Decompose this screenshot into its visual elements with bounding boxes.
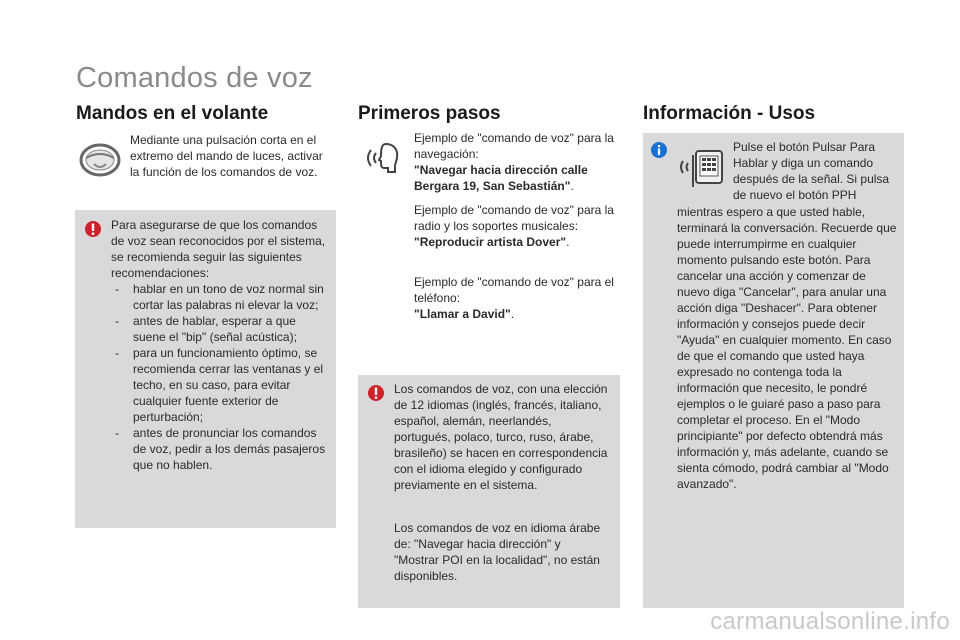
col1-warning-text [111,217,327,473]
col2-example-phone [414,274,614,322]
col1-warning-intro: Para asegurarse de que los comandos de voz sean reconocidos por el sistema, se recomienda seguir las siguientes recomendaciones: [111,218,326,280]
col2-example-radio-text: Ejemplo de "comando de voz" para la radio y los soportes musicales: [414,203,614,233]
col1-intro: Mediante una pulsación corta en el extremo del mando de luces, activar la función de los comandos de voz. [130,133,323,179]
list-item: - para un funcionamiento óptimo, se recomienda cerrar las ventanas y el techo, en su caso, para evitar cualquier fuente exterior de perturbación; [111,345,327,425]
col1-warning-box [75,210,336,528]
col2-warning-box [358,375,620,608]
col2-example-phone-text: Ejemplo de "comando de voz" para el teléfono: [414,275,614,305]
page-title: Comandos de voz [76,62,313,94]
period: . [510,307,515,321]
col2-example-radio [414,202,626,250]
col2-example-nav-command: "Navegar hacia dirección calle Bergara 19, San Sebastián" [414,163,588,193]
col2-warning-arabic: Los comandos de voz en idioma árabe de: "Navegar hacia dirección" y "Mostrar POI en la localidad", no están disponibles. [394,521,601,583]
col3-info-box [643,133,904,608]
voice-command-icon [362,138,406,178]
col3-info-text: mientras espero a que usted hable, terminará la conversación. Recuerde que puede interrumpirme en cualquier momento pulsando este botón. Para cancelar una acción y comenzar de nuevo diga "Cancelar", para anular una acción diga "Deshacer". Para obtener información y consejos puede decir "Ayuda" en cualquier momento. En caso de que el comando que usted haya expresado no contenga toda la información que necesito, le pondré ejemplos o le guiaré paso a paso para completar el proceso. En el "Modo principiante" por defecto obtendrá más información y, más adelante, cuando se sienta cómodo, podrá cambiar al "Modo avanzado". [677,205,897,491]
push-to-talk-icon [677,147,727,191]
list-item: - hablar en un tono de voz normal sin cortar las palabras ni elevar la voz; [111,281,327,313]
warning-icon [84,220,102,238]
period: . [566,235,570,249]
col2-heading: Primeros pasos [358,103,501,124]
col1-heading: Mandos en el volante [76,103,269,124]
period: . [570,179,574,193]
col2-example-phone-command: "Llamar a David" [414,307,511,321]
col3-info-text-top: Pulse el botón Pulsar Para Hablar y diga un comando después de la señal. Si pulsa de nuevo el botón PPH [733,140,890,202]
list-item: - antes de pronunciar los comandos de voz, pedir a los demás pasajeros que no hablen. [111,425,327,473]
watermark: carmanualsonline.info [710,608,950,635]
warning-icon [367,384,385,402]
list-item: - antes de hablar, esperar a que suene el "bip" (señal acústica); [111,313,327,345]
col2-warning-languages: Los comandos de voz, con una elección de 12 idiomas (inglés, francés, italiano, español, alemán, neerlandés, portugués, polaco, turco, ruso, árabe, brasileño) se hacen en correspondencia con el idioma elegido y configurado previamente en el sistema. [394,382,608,492]
steering-wheel-icon [78,140,122,180]
col3-heading: Información - Usos [643,103,816,124]
col2-example-nav [414,130,626,194]
info-icon [650,141,668,159]
col2-example-radio-command: "Reproducir artista Dover" [414,235,567,249]
col2-example-nav-text: Ejemplo de "comando de voz" para la navegación: [414,131,614,161]
